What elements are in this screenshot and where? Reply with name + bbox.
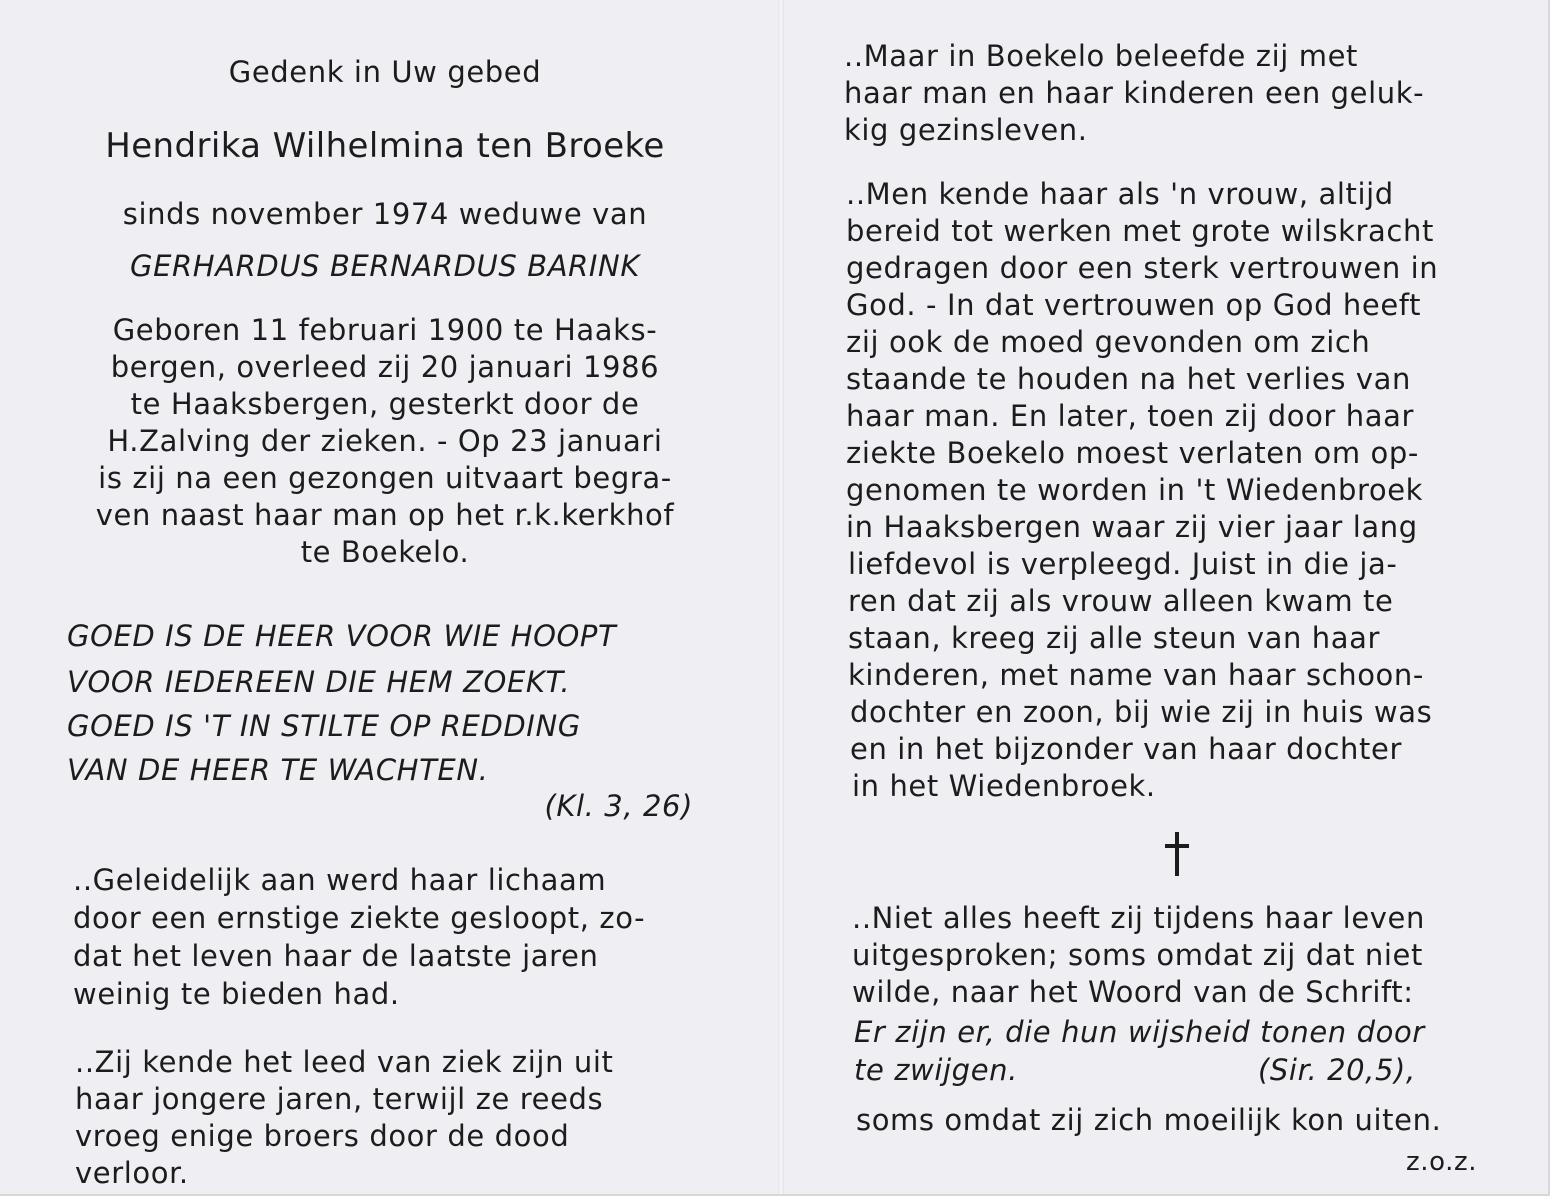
paragraph-line: ..Zij kende het leed van ziek zijn uit: [75, 1045, 614, 1079]
quote-line: GOED IS 'T IN STILTE OP REDDING: [67, 709, 581, 743]
left-page: [55, 0, 715, 1194]
deceased-name: Hendrika Wilhelmina ten Broeke: [105, 126, 665, 166]
bio-line: ven naast haar man op het r.k.kerkhof: [95, 498, 675, 532]
paragraph-line: staan, kreeg zij alle steun van haar: [848, 621, 1381, 655]
quote-line: VOOR IEDEREEN DIE HEM ZOEKT.: [67, 665, 571, 699]
paragraph-line: vroeg enige broers door de dood: [75, 1119, 570, 1153]
paragraph-line: verloor.: [75, 1156, 189, 1190]
paragraph-line: genomen te worden in 't Wiedenbroek: [846, 473, 1424, 507]
paragraph-line: uitgesproken; soms omdat zij dat niet: [852, 938, 1423, 972]
turn-over-note: z.o.z.: [1406, 1147, 1478, 1177]
paragraph-line: liefdevol is verpleegd. Juist in die ja-: [848, 547, 1398, 581]
closing-line: soms omdat zij zich moeilijk kon uiten.: [856, 1103, 1442, 1137]
paragraph-line: kig gezinsleven.: [844, 113, 1088, 147]
quote-line: VAN DE HEER TE WACHTEN.: [67, 753, 489, 787]
paragraph-line: wilde, naar het Woord van de Schrift:: [852, 975, 1414, 1009]
cross-icon: [1165, 832, 1189, 876]
paragraph-line: ..Geleidelijk aan werd haar lichaam: [73, 863, 607, 897]
paragraph-line: ..Maar in Boekelo beleefde zij met: [844, 39, 1358, 73]
paragraph-line: zij ook de moed gevonden om zich: [846, 325, 1371, 359]
paragraph-line: haar man en haar kinderen een geluk-: [844, 76, 1425, 110]
paragraph-line: haar man. En later, toen zij door haar: [846, 399, 1415, 433]
bio-line: te Haaksbergen, gesterkt door de: [130, 387, 640, 421]
paragraph-line: door een ernstige ziekte gesloopt, zo-: [73, 901, 646, 935]
bio-line: bergen, overleed zij 20 januari 1986: [110, 350, 660, 384]
paragraph-line: bereid tot werken met grote wilskracht: [846, 214, 1434, 248]
husband-name: GERHARDUS BERNARDUS BARINK: [130, 249, 640, 283]
bio-line: te Boekelo.: [300, 535, 470, 569]
right-page: [840, 0, 1500, 1194]
scripture-line: te zwijgen.: [854, 1053, 1018, 1087]
bio-line: is zij na een gezongen uitvaart begra-: [98, 461, 672, 495]
paragraph-line: ren dat zij als vrouw alleen kwam te: [848, 584, 1394, 618]
paragraph-line: in het Wiedenbroek.: [852, 769, 1156, 803]
paragraph-line: en in het bijzonder van haar dochter: [850, 732, 1402, 766]
paragraph-line: weinig te bieden had.: [73, 977, 400, 1011]
bio-line: H.Zalving der zieken. - Op 23 januari: [107, 424, 663, 458]
quote-reference: (Kl. 3, 26): [544, 789, 693, 823]
bio-line: Geboren 11 februari 1900 te Haaks-: [112, 313, 658, 347]
paragraph-line: kinderen, met name van haar schoon-: [848, 658, 1424, 692]
paragraph-line: ziekte Boekelo moest verlaten om op-: [846, 436, 1419, 470]
paragraph-line: ..Niet alles heeft zij tijdens haar leven: [852, 901, 1425, 935]
paragraph-line: God. - In dat vertrouwen op God heeft: [846, 288, 1422, 322]
paragraph-line: dat het leven haar de laatste jaren: [73, 939, 599, 973]
widow-line: sinds november 1974 weduwe van: [122, 197, 648, 231]
card-fold: [778, 0, 784, 1194]
paragraph-line: gedragen door een sterk vertrouwen in: [846, 251, 1439, 285]
paragraph-line: staande te houden na het verlies van: [846, 362, 1411, 396]
scripture-line: Er zijn er, die hun wijsheid tonen door: [854, 1015, 1425, 1049]
paragraph-line: haar jongere jaren, terwijl ze reeds: [75, 1082, 604, 1116]
header-text: Gedenk in Uw gebed: [228, 55, 542, 89]
paragraph-line: in Haaksbergen waar zij vier jaar lang: [846, 510, 1418, 544]
paragraph-line: dochter en zoon, bij wie zij in huis was: [850, 695, 1433, 729]
scripture-reference: (Sir. 20,5),: [1258, 1053, 1416, 1087]
paragraph-line: ..Men kende haar als 'n vrouw, altijd: [846, 177, 1394, 211]
quote-line: GOED IS DE HEER VOOR WIE HOOPT: [67, 619, 617, 653]
